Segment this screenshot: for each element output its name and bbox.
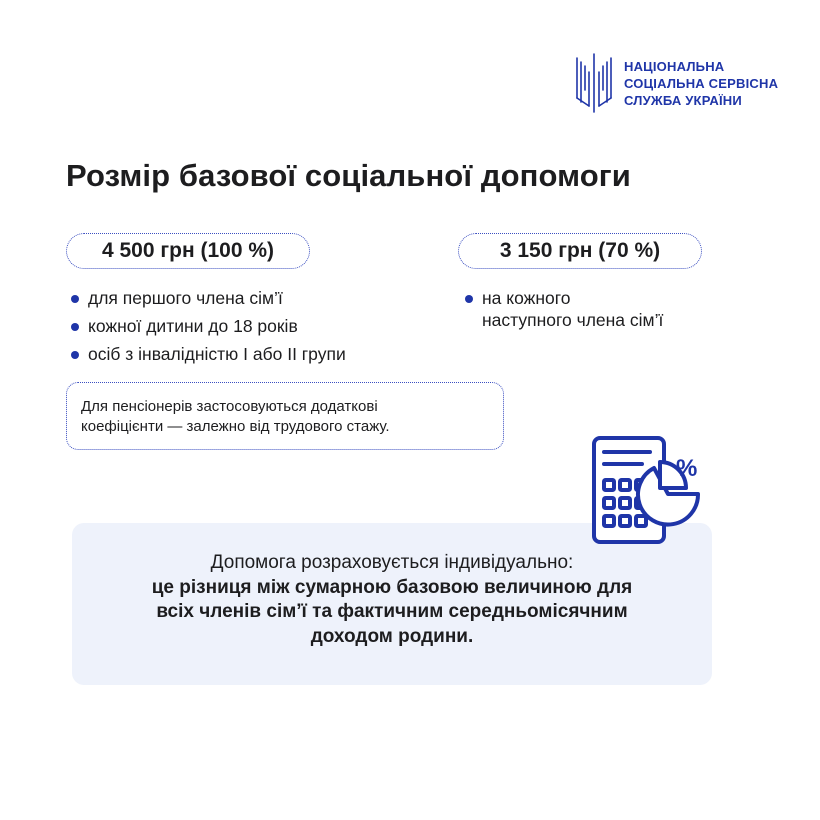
list-item (460, 287, 663, 331)
full-amount-list (66, 287, 346, 371)
list-item: осіб з інвалідністю I або II групи (66, 343, 346, 365)
calculator-percent-icon (580, 436, 706, 546)
info-line-3: доходом родини. (310, 625, 474, 647)
svg-text:%: % (676, 455, 698, 482)
logo (574, 52, 778, 114)
calculation-info-box (72, 523, 712, 685)
pensioner-note (66, 382, 504, 450)
list-item-line-1: на кожного (482, 288, 571, 308)
logo-line-2: СОЦІАЛЬНА СЕРВІСНА (624, 75, 779, 91)
note-line-2: коефіцієнти — залежно від трудового стажу. (81, 418, 390, 435)
info-line-2: всіх членів сім’ї та фактичним середньомісячним (156, 601, 628, 622)
page-title: Розмір базової соціальної допомоги (66, 158, 631, 193)
logo-line-3: СЛУЖБА УКРАЇНИ (624, 92, 742, 108)
list-item-line-2: наступного члена сім’ї (482, 310, 664, 330)
info-line-1: це різниця між сумарною базовою величиною для (151, 576, 633, 598)
list-item: кожної дитини до 18 років (66, 315, 346, 337)
logo-line-1: НАЦІОНАЛЬНА (624, 58, 725, 74)
list-item: для першого члена сім’ї (66, 287, 346, 309)
note-line-1: Для пенсіонерів застосовуються додаткові (81, 398, 378, 415)
logo-text (624, 58, 778, 109)
info-intro: Допомога розраховується індивідуально: (210, 552, 574, 573)
amount-badge-reduced: 3 150 грн (70 %) (458, 233, 702, 269)
reduced-amount-list (460, 287, 663, 331)
amount-badge-full: 4 500 грн (100 %) (66, 233, 310, 269)
trident-logo-icon (574, 52, 614, 114)
